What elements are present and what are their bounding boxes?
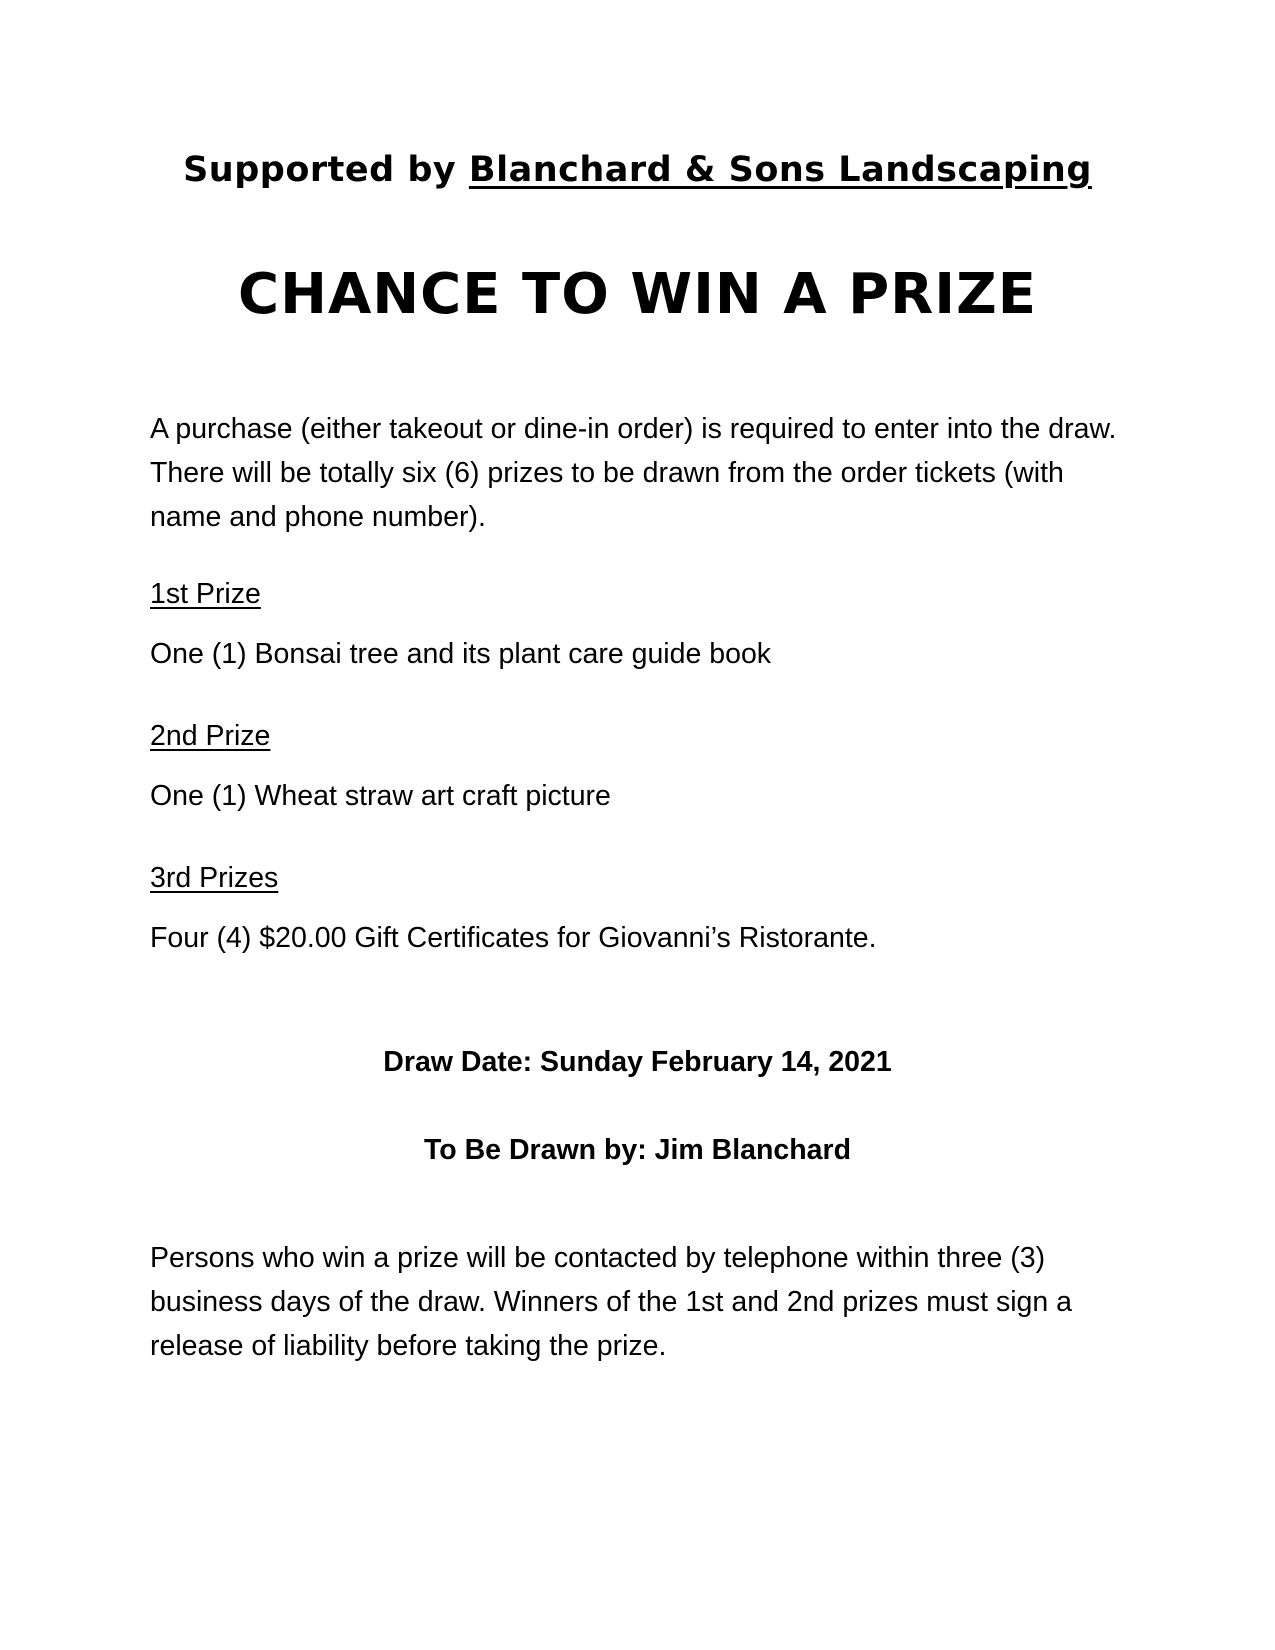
intro-paragraph: A purchase (either takeout or dine-in order) is required to enter into the draw. There will be totally six (6) prizes to be drawn from the order tickets (with name and phone number).	[150, 413, 1117, 533]
drawn-by: To Be Drawn by: Jim Blanchard	[423, 1134, 852, 1166]
draw-date: Draw Date: Sunday February 14, 2021	[383, 1046, 892, 1078]
prize-description-3rd: Four (4) $20.00 Gift Certificates for Giovanni’s Ristorante.	[150, 922, 877, 954]
prize-heading-3rd: 3rd Prizes	[150, 862, 279, 894]
headline: CHANCE TO WIN A PRIZE	[238, 262, 1037, 327]
supported-by-prefix: Supported by	[183, 150, 457, 190]
closing-paragraph: Persons who win a prize will be contacted by telephone within three (3) business days of the draw. Winners of the 1st and 2nd prizes must sign a release of liability before taking the prize.	[150, 1242, 1072, 1362]
supported-by-line	[0, 150, 1275, 190]
prize-description-1st: One (1) Bonsai tree and its plant care guide book	[150, 638, 772, 670]
prize-heading-2nd: 2nd Prize	[150, 720, 271, 752]
prize-description-2nd: One (1) Wheat straw art craft picture	[150, 780, 611, 812]
prize-heading-1st: 1st Prize	[150, 578, 261, 610]
sponsor-name: Blanchard & Sons Landscaping	[468, 150, 1092, 190]
